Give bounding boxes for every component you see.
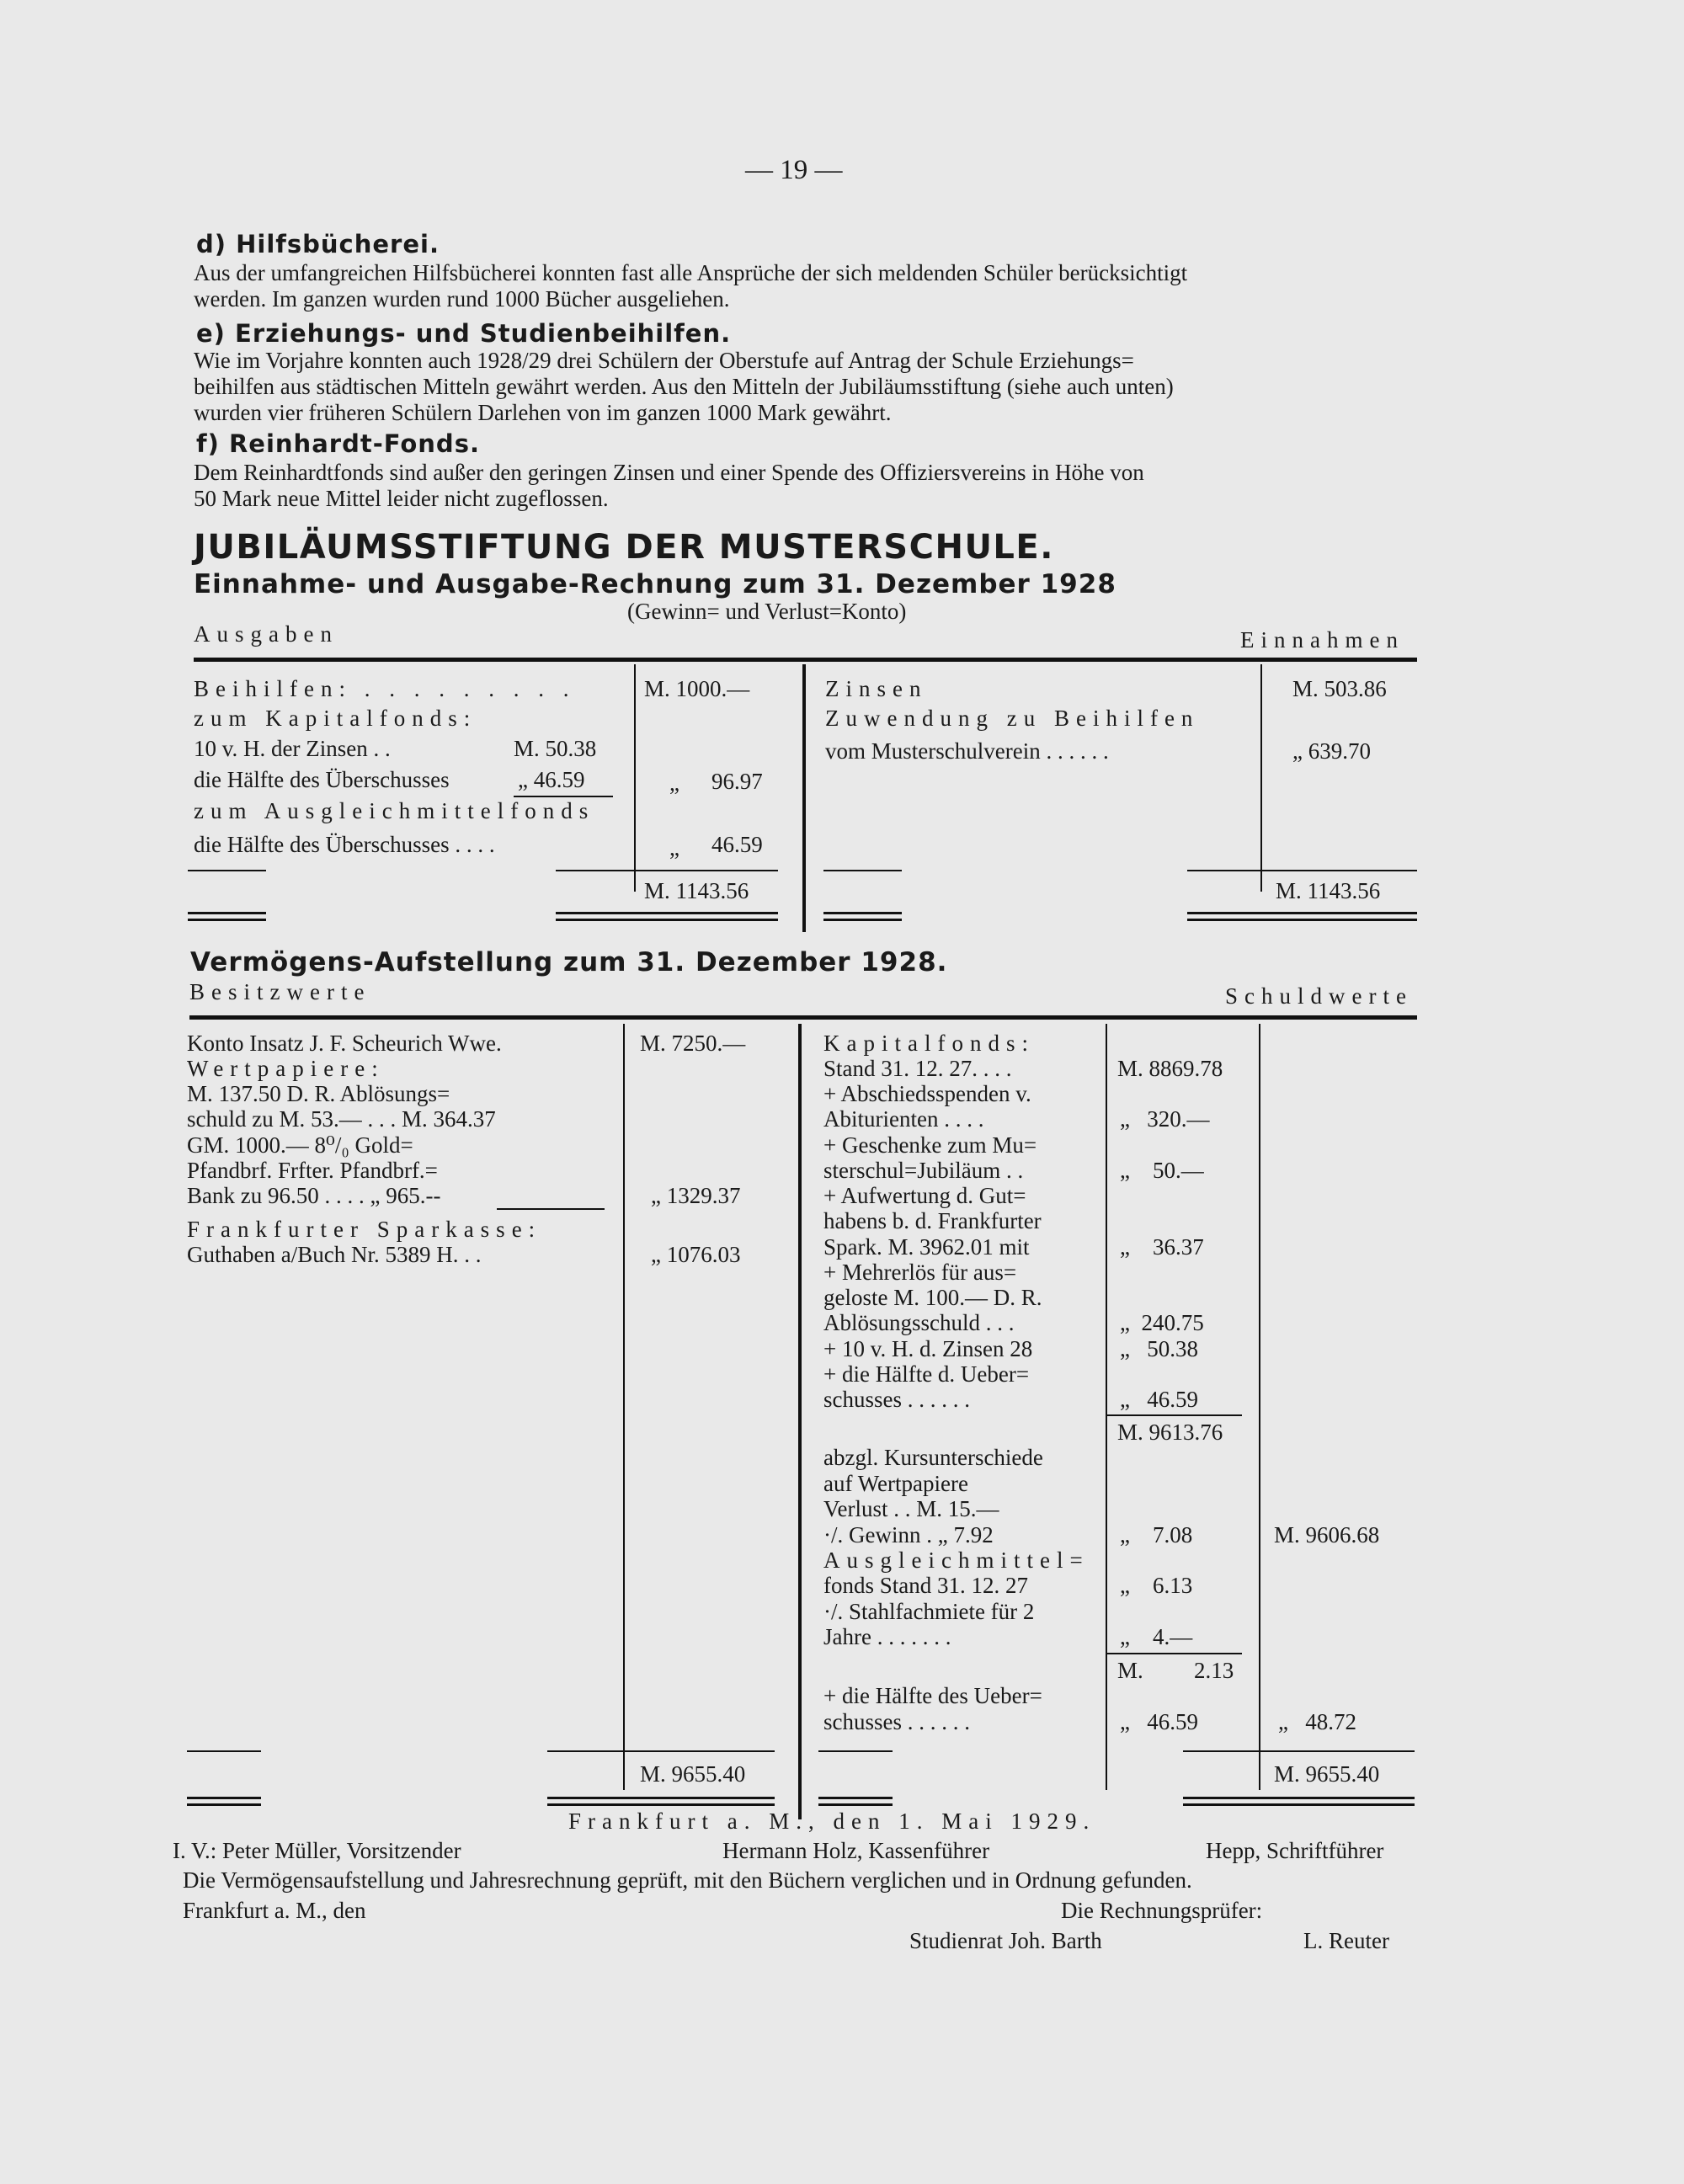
- account-left-inline-amount: „ 46.59: [518, 767, 585, 792]
- double-rule: [547, 1797, 775, 1799]
- balance-left-amount: „ 1076.03: [651, 1242, 741, 1267]
- double-rule: [556, 919, 778, 921]
- balance-left-line: Wertpapiere:: [187, 1056, 385, 1081]
- underline: [1106, 1653, 1242, 1654]
- account-left-line: die Hälfte des Überschusses . . . .: [194, 832, 495, 857]
- double-rule: [187, 1797, 261, 1799]
- balance-right-amount: „ 320.—: [1120, 1106, 1210, 1132]
- account-left-line: 10 v. H. der Zinsen . .: [194, 736, 391, 761]
- account-right-amount: M. 503.86: [1292, 676, 1387, 701]
- balance-right-amount-final: „ 48.72: [1278, 1709, 1356, 1734]
- balance-right-amount: „ 50.38: [1120, 1336, 1198, 1361]
- table-top-rule: [189, 1015, 1417, 1020]
- signer-secretary: Hepp, Schriftführer: [1206, 1838, 1384, 1863]
- balance-left-line: M. 137.50 D. R. Ablösungs=: [187, 1081, 450, 1106]
- balance-left-line: Guthaben a/Buch Nr. 5389 H. . .: [187, 1242, 482, 1267]
- header-ausgaben: Ausgaben: [194, 621, 338, 647]
- account-left-line: zum Ausgleichmittelfonds: [194, 798, 595, 823]
- heading-hilfsbuecherei: d) Hilfsbücherei.: [196, 230, 440, 258]
- balance-subtotal: M. 9613.76: [1117, 1420, 1223, 1445]
- underline: [556, 870, 778, 871]
- account-left-amount: „: [669, 770, 679, 796]
- signer-chairman: I. V.: Peter Müller, Vorsitzender: [173, 1838, 461, 1863]
- balance-left-line: Frankfurter Sparkasse:: [187, 1217, 542, 1242]
- double-rule: [823, 912, 902, 914]
- balance-right-amount: „ 4.—: [1120, 1624, 1193, 1649]
- balance-right-line: + Geschenke zum Mu=: [823, 1132, 1037, 1158]
- main-title: JUBILÄUMSSTIFTUNG DER MUSTERSCHULE.: [194, 528, 1054, 567]
- double-rule: [818, 1797, 893, 1799]
- balance-right-amount: „ 36.37: [1120, 1234, 1204, 1260]
- balance-right-amount: M. 8869.78: [1117, 1056, 1223, 1081]
- balance-left-line: schuld zu M. 53.— . . . M. 364.37: [187, 1106, 496, 1132]
- double-rule: [1183, 1803, 1415, 1806]
- underline: [497, 1208, 605, 1210]
- balance-title: Vermögens-Aufstellung zum 31. Dezember 1928.: [190, 947, 948, 977]
- place-date-text: Frankfurt a. M., den 1. Mai 1929.: [568, 1808, 1096, 1834]
- account-left-line: die Hälfte des Überschusses: [194, 767, 450, 792]
- account-right-total: M. 1143.56: [1276, 878, 1381, 903]
- balance-right-line: + die Hälfte d. Ueber=: [823, 1361, 1030, 1387]
- account-subtitle: (Gewinn= und Verlust=Konto): [627, 599, 907, 624]
- auditor-barth: Studienrat Joh. Barth: [909, 1928, 1102, 1953]
- center-rule: [798, 1024, 802, 1819]
- account-right-line: Zuwendung zu Beihilfen: [825, 706, 1200, 731]
- header-besitzwerte: Besitzwerte: [189, 979, 371, 1004]
- balance-right-line: schusses . . . . . .: [823, 1387, 970, 1412]
- balance-subtotal-prefix: M.: [1117, 1658, 1143, 1683]
- balance-right-amount: „ 6.13: [1120, 1573, 1193, 1598]
- balance-right-total: M. 9655.40: [1274, 1761, 1380, 1787]
- underline: [187, 1750, 261, 1752]
- balance-right-line: + Aufwertung d. Gut=: [823, 1183, 1026, 1208]
- para-line: Aus der umfangreichen Hilfsbücherei konnten fast alle Ansprüche der sich meldenden Schüler berücksichtigt: [194, 260, 1188, 285]
- balance-right-line: Ablösungsschuld . . .: [823, 1310, 1015, 1335]
- double-rule: [188, 912, 266, 914]
- balance-right-amount: „ 46.59: [1120, 1709, 1198, 1734]
- para-line: Wie im Vorjahre konnten auch 1928/29 drei Schülern der Oberstufe auf Antrag der Schule Erziehungs=: [194, 348, 1134, 373]
- balance-left-amount: „ 1329.37: [651, 1183, 741, 1208]
- underline: [818, 1750, 893, 1752]
- table-top-rule: [194, 658, 1417, 662]
- balance-left-line: Bank zu 96.50 . . . . „ 965.--: [187, 1183, 441, 1208]
- balance-subtotal: 2.13: [1194, 1658, 1234, 1683]
- balance-right-line: Kapitalfonds:: [823, 1031, 1035, 1056]
- account-left-total: M. 1143.56: [644, 878, 749, 903]
- audit-place: Frankfurt a. M., den: [183, 1898, 366, 1923]
- balance-right-line: + die Hälfte des Ueber=: [823, 1683, 1042, 1708]
- double-rule: [1187, 919, 1417, 921]
- balance-right-amount: „ 46.59: [1120, 1387, 1198, 1412]
- account-left-line: zum Kapitalfonds:: [194, 706, 477, 731]
- balance-right-line: ·/. Gewinn . „ 7.92: [823, 1522, 994, 1547]
- para-line: Dem Reinhardtfonds sind außer den geringen Zinsen und einer Spende des Offiziersvereins in Höhe von: [194, 460, 1144, 485]
- para-line: werden. Im ganzen wurden rund 1000 Bücher ausgeliehen.: [194, 286, 730, 312]
- underline: [1183, 1750, 1415, 1752]
- audit-statement: Die Vermögensaufstellung und Jahresrechnung geprüft, mit den Büchern verglichen und in Ordnung gefunden.: [183, 1867, 1192, 1893]
- balance-left-line: Konto Insatz J. F. Scheurich Wwe.: [187, 1031, 502, 1056]
- double-rule: [547, 1803, 775, 1806]
- double-rule: [187, 1803, 261, 1806]
- heading-reinhardt-fonds: f) Reinhardt-Fonds.: [196, 429, 480, 458]
- center-rule: [802, 664, 806, 932]
- underline: [1187, 870, 1417, 871]
- balance-right-line: Ausgleichmittel=: [823, 1547, 1090, 1573]
- balance-right-amount: „ 50.—: [1120, 1158, 1204, 1183]
- balance-left-line: GM. 1000.— 8⁰/₀ Gold=: [187, 1132, 413, 1158]
- account-right-line: vom Musterschulverein . . . . . .: [825, 738, 1109, 764]
- balance-left-total: M. 9655.40: [640, 1761, 746, 1787]
- account-left-line: Beihilfen: . . . . . . . . .: [194, 676, 576, 701]
- balance-left-line: Pfandbrf. Frfter. Pfandbrf.=: [187, 1158, 438, 1183]
- balance-right-line: Spark. M. 3962.01 mit: [823, 1234, 1030, 1260]
- underline: [823, 870, 902, 871]
- column-rule: [623, 1024, 625, 1790]
- account-right-line: Zinsen: [825, 676, 928, 701]
- heading-beihilfen: e) Erziehungs- und Studienbeihilfen.: [196, 319, 732, 348]
- column-rule: [1106, 1024, 1107, 1790]
- balance-left-amount: M. 7250.—: [640, 1031, 746, 1056]
- balance-right-line: schusses . . . . . .: [823, 1709, 970, 1734]
- underline: [1106, 1414, 1242, 1416]
- balance-right-line: geloste M. 100.— D. R.: [823, 1285, 1042, 1310]
- balance-right-line: auf Wertpapiere: [823, 1471, 968, 1496]
- balance-right-line: + Mehrerlös für aus=: [823, 1260, 1017, 1285]
- underline: [188, 870, 266, 871]
- para-line: 50 Mark neue Mittel leider nicht zugeflossen.: [194, 486, 609, 511]
- double-rule: [823, 919, 902, 921]
- balance-right-line: Jahre . . . . . . .: [823, 1624, 951, 1649]
- double-rule: [188, 919, 266, 921]
- column-rule: [1259, 1024, 1260, 1790]
- account-left-amount: M. 1000.—: [644, 676, 750, 701]
- balance-right-line: sterschul=Jubiläum . .: [823, 1158, 1024, 1183]
- underline: [547, 1750, 775, 1752]
- balance-right-line: Verlust . . M. 15.—: [823, 1496, 999, 1521]
- para-line: beihilfen aus städtischen Mitteln gewährt werden. Aus den Mitteln der Jubiläumsstiftung (siehe auch unten): [194, 374, 1174, 399]
- double-rule: [1187, 912, 1417, 914]
- balance-right-amount: „ 7.08: [1120, 1522, 1193, 1547]
- balance-right-line: abzgl. Kursunterschiede: [823, 1445, 1043, 1470]
- underline: [514, 796, 613, 797]
- account-title: Einnahme- und Ausgabe-Rechnung zum 31. Dezember 1928: [194, 569, 1116, 599]
- account-left-amount: 96.97: [711, 769, 763, 794]
- account-left-inline-amount: M. 50.38: [514, 736, 597, 761]
- account-right-amount: „ 639.70: [1292, 738, 1371, 764]
- place-date: [568, 1808, 1095, 1835]
- header-einnahmen: Einnahmen: [1240, 627, 1404, 653]
- balance-right-line: + Abschiedsspenden v.: [823, 1081, 1031, 1106]
- column-rule: [1260, 664, 1262, 892]
- double-rule: [556, 912, 778, 914]
- balance-right-line: ·/. Stahlfachmiete für 2: [823, 1599, 1035, 1624]
- account-left-amount: „: [669, 835, 679, 860]
- balance-right-amount: „ 240.75: [1120, 1310, 1204, 1335]
- column-rule: [634, 664, 636, 892]
- auditor-reuter: L. Reuter: [1303, 1928, 1389, 1953]
- double-rule: [1183, 1797, 1415, 1799]
- balance-right-line: Abiturienten . . . .: [823, 1106, 984, 1132]
- header-schuldwerte: Schuldwerte: [1225, 983, 1413, 1009]
- balance-right-line: Stand 31. 12. 27. . . .: [823, 1056, 1012, 1081]
- double-rule: [818, 1803, 893, 1806]
- balance-right-amount-final: M. 9606.68: [1274, 1522, 1380, 1547]
- para-line: wurden vier früheren Schülern Darlehen von im ganzen 1000 Mark gewährt.: [194, 400, 892, 425]
- balance-right-line: fonds Stand 31. 12. 27: [823, 1573, 1028, 1598]
- account-left-amount: 46.59: [711, 832, 763, 857]
- page-number: — 19 —: [745, 155, 843, 185]
- signer-treasurer: Hermann Holz, Kassenführer: [722, 1838, 990, 1863]
- balance-right-line: + 10 v. H. d. Zinsen 28: [823, 1336, 1033, 1361]
- balance-right-line: habens b. d. Frankfurter: [823, 1208, 1042, 1233]
- auditors-label: Die Rechnungsprüfer:: [1061, 1898, 1263, 1923]
